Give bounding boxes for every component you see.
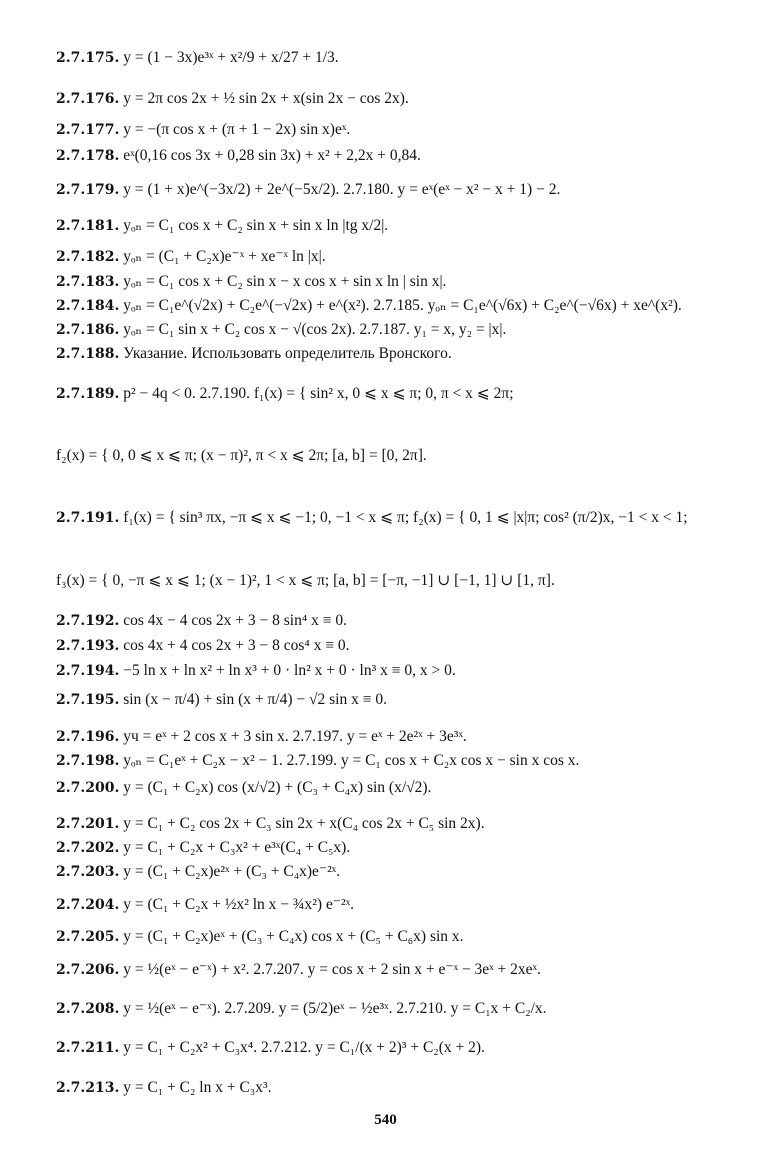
answer-label: 2.7.182. [56, 249, 120, 265]
answer-text: f₂(x) = { 0, 0 ⩽ x ⩽ π; (x − π)², π < x ⩽ 2π; [a, b] = [0, 2π]. [56, 447, 427, 464]
answer-line [56, 838, 350, 858]
answer-line [56, 1038, 485, 1058]
answer-line [56, 1078, 271, 1098]
answer-text: yₒₙ = C₁e^(√2x) + C₂e^(−√2x) + e^(x²). 2.7.185. yₒₙ = C₁e^(√6x) + C₂e^(−√6x) + xe^(x²). [119, 297, 682, 314]
answer-text: y = −(π cos x + (π + 1 − 2x) sin x)eˣ. [119, 121, 351, 138]
answer-line [56, 89, 409, 109]
answer-text: cos 4x + 4 cos 2x + 3 − 8 cos⁴ x ≡ 0. [119, 637, 350, 654]
answer-line [56, 636, 350, 656]
answer-text: y = (1 + x)e^(−3x/2) + 2e^(−5x/2). 2.7.180. y = eˣ(eˣ − x² − x + 1) − 2. [119, 181, 561, 198]
answer-text: sin (x − π/4) + sin (x + π/4) − √2 sin x ≡ 0. [119, 691, 387, 708]
answer-line [56, 895, 354, 915]
answer-label: 2.7.178. [56, 148, 120, 164]
answer-label: 2.7.188. [56, 346, 120, 362]
answer-label: 2.7.179. [56, 182, 120, 198]
answer-text: y = ½(eˣ − e⁻ˣ). 2.7.209. y = (5/2)eˣ − ½e³ˣ. 2.7.210. y = C₁x + C₂/x. [119, 1000, 547, 1017]
answer-text: y = C₁ + C₂x + C₃x² + e³ˣ(C₄ + C₅x). [119, 839, 351, 856]
answer-text: y = C₁ + C₂ cos 2x + C₃ sin 2x + x(C₄ cos 2x + C₅ sin 2x). [119, 815, 485, 832]
answer-label: 2.7.211. [56, 1040, 120, 1056]
answer-label: 2.7.200. [56, 780, 120, 796]
answer-text: y = (C₁ + C₂x) cos (x/√2) + (C₃ + C₄x) sin (x/√2). [119, 779, 432, 796]
answer-line [56, 446, 427, 466]
answer-line [56, 751, 579, 771]
answer-text: eˣ(0,16 cos 3x + 0,28 sin 3x) + x² + 2,2x + 0,84. [119, 147, 421, 164]
answer-text: −5 ln x + ln x² + ln x³ + 0 · ln² x + 0 · ln³ x ≡ 0, x > 0. [119, 662, 456, 679]
answer-text: y = (C₁ + C₂x + ½x² ln x − ¾x²) e⁻²ˣ. [119, 896, 355, 913]
page-number: 540 [374, 1112, 397, 1128]
answer-label: 2.7.195. [56, 692, 120, 708]
answer-text: Указание. Использовать определитель Вронского. [119, 345, 452, 362]
answer-line [56, 120, 350, 140]
answer-label: 2.7.177. [56, 122, 120, 138]
answer-line [56, 814, 485, 834]
answer-text: f₃(x) = { 0, −π ⩽ x ⩽ 1; (x − 1)², 1 < x ⩽ π; [a, b] = [−π, −1] ∪ [−1, 1] ∪ [1, π]. [56, 572, 555, 589]
answer-line [56, 146, 421, 166]
answer-label: 2.7.175. [56, 50, 120, 66]
answer-line [56, 344, 452, 364]
answer-label: 2.7.194. [56, 663, 120, 679]
answer-text: yₒₙ = C₁ sin x + C₂ cos x − √(cos 2x). 2.7.187. y₁ = x, y₂ = |x|. [119, 321, 507, 338]
answer-text: yₒₙ = C₁eˣ + C₂x − x² − 1. 2.7.199. y = C₁ cos x + C₂x cos x − sin x cos x. [119, 752, 580, 769]
answer-text: cos 4x − 4 cos 2x + 3 − 8 sin⁴ x ≡ 0. [119, 612, 347, 629]
answer-label: 2.7.208. [56, 1001, 120, 1017]
answer-label: 2.7.198. [56, 753, 120, 769]
answer-line [56, 296, 682, 316]
answer-text: y = ½(eˣ − e⁻ˣ) + x². 2.7.207. y = cos x + 2 sin x + e⁻ˣ − 3eˣ + 2xeˣ. [119, 961, 541, 978]
answer-label: 2.7.203. [56, 864, 120, 880]
answer-text: f₁(x) = { sin³ πx, −π ⩽ x ⩽ −1; 0, −1 < x ⩽ π; f₂(x) = { 0, 1 ⩽ |x|π; cos² (π/2)x, −1 < x < 1; [119, 509, 688, 526]
answer-text: y = (C₁ + C₂x)eˣ + (C₃ + C₄x) cos x + (C₅ + C₆x) sin x. [119, 928, 464, 945]
answer-line [56, 384, 514, 404]
answer-line [56, 216, 388, 236]
answer-label: 2.7.196. [56, 729, 120, 745]
answer-text: y = C₁ + C₂x² + C₃x⁴. 2.7.212. y = C₁/(x + 2)³ + C₂(x + 2). [119, 1039, 485, 1056]
answer-line [56, 180, 560, 200]
answer-text: y = (C₁ + C₂x)e²ˣ + (C₃ + C₄x)e⁻²ˣ. [119, 863, 341, 880]
answer-text: yₒₙ = (C₁ + C₂x)e⁻ˣ + xe⁻ˣ ln |x|. [119, 248, 326, 265]
answer-label: 2.7.206. [56, 962, 120, 978]
answer-text: y = 2π cos 2x + ½ sin 2x + x(sin 2x − cos 2x). [119, 90, 409, 107]
answer-line [56, 571, 555, 591]
answer-text: yₒₙ = C₁ cos x + C₂ sin x + sin x ln |tg x/2|. [119, 217, 389, 234]
answer-line [56, 690, 387, 710]
answer-text: p² − 4q < 0. 2.7.190. f₁(x) = { sin² x, 0 ⩽ x ⩽ π; 0, π < x ⩽ 2π; [119, 385, 514, 402]
answer-label: 2.7.204. [56, 897, 120, 913]
answer-text: yч = eˣ + 2 cos x + 3 sin x. 2.7.197. y = eˣ + 2e²ˣ + 3e³ˣ. [119, 728, 467, 745]
answer-label: 2.7.192. [56, 613, 120, 629]
answer-label: 2.7.201. [56, 816, 120, 832]
answer-label: 2.7.205. [56, 929, 120, 945]
answer-line [56, 727, 467, 747]
answer-label: 2.7.213. [56, 1080, 120, 1096]
answer-line [56, 247, 326, 267]
answer-line [56, 661, 456, 681]
answer-label: 2.7.176. [56, 91, 120, 107]
answer-text: yₒₙ = C₁ cos x + C₂ sin x − x cos x + sin x ln | sin x|. [119, 273, 447, 290]
answer-line [56, 48, 339, 68]
answer-text: y = C₁ + C₂ ln x + C₃x³. [119, 1079, 272, 1096]
answer-line [56, 778, 431, 798]
answer-line [56, 862, 340, 882]
answer-line [56, 927, 464, 947]
answer-label: 2.7.193. [56, 638, 120, 654]
answer-label: 2.7.184. [56, 298, 120, 314]
answer-line [56, 999, 547, 1019]
answer-line [56, 960, 541, 980]
answer-line [56, 508, 688, 528]
answer-label: 2.7.202. [56, 840, 120, 856]
answer-label: 2.7.181. [56, 218, 120, 234]
answer-text: y = (1 − 3x)e³ˣ + x²/9 + x/27 + 1/3. [119, 49, 339, 66]
answer-label: 2.7.183. [56, 274, 120, 290]
answer-line [56, 320, 506, 340]
answer-label: 2.7.186. [56, 322, 120, 338]
answer-line [56, 611, 347, 631]
answer-label: 2.7.191. [56, 510, 120, 526]
answer-line [56, 272, 446, 292]
answer-label: 2.7.189. [56, 386, 120, 402]
